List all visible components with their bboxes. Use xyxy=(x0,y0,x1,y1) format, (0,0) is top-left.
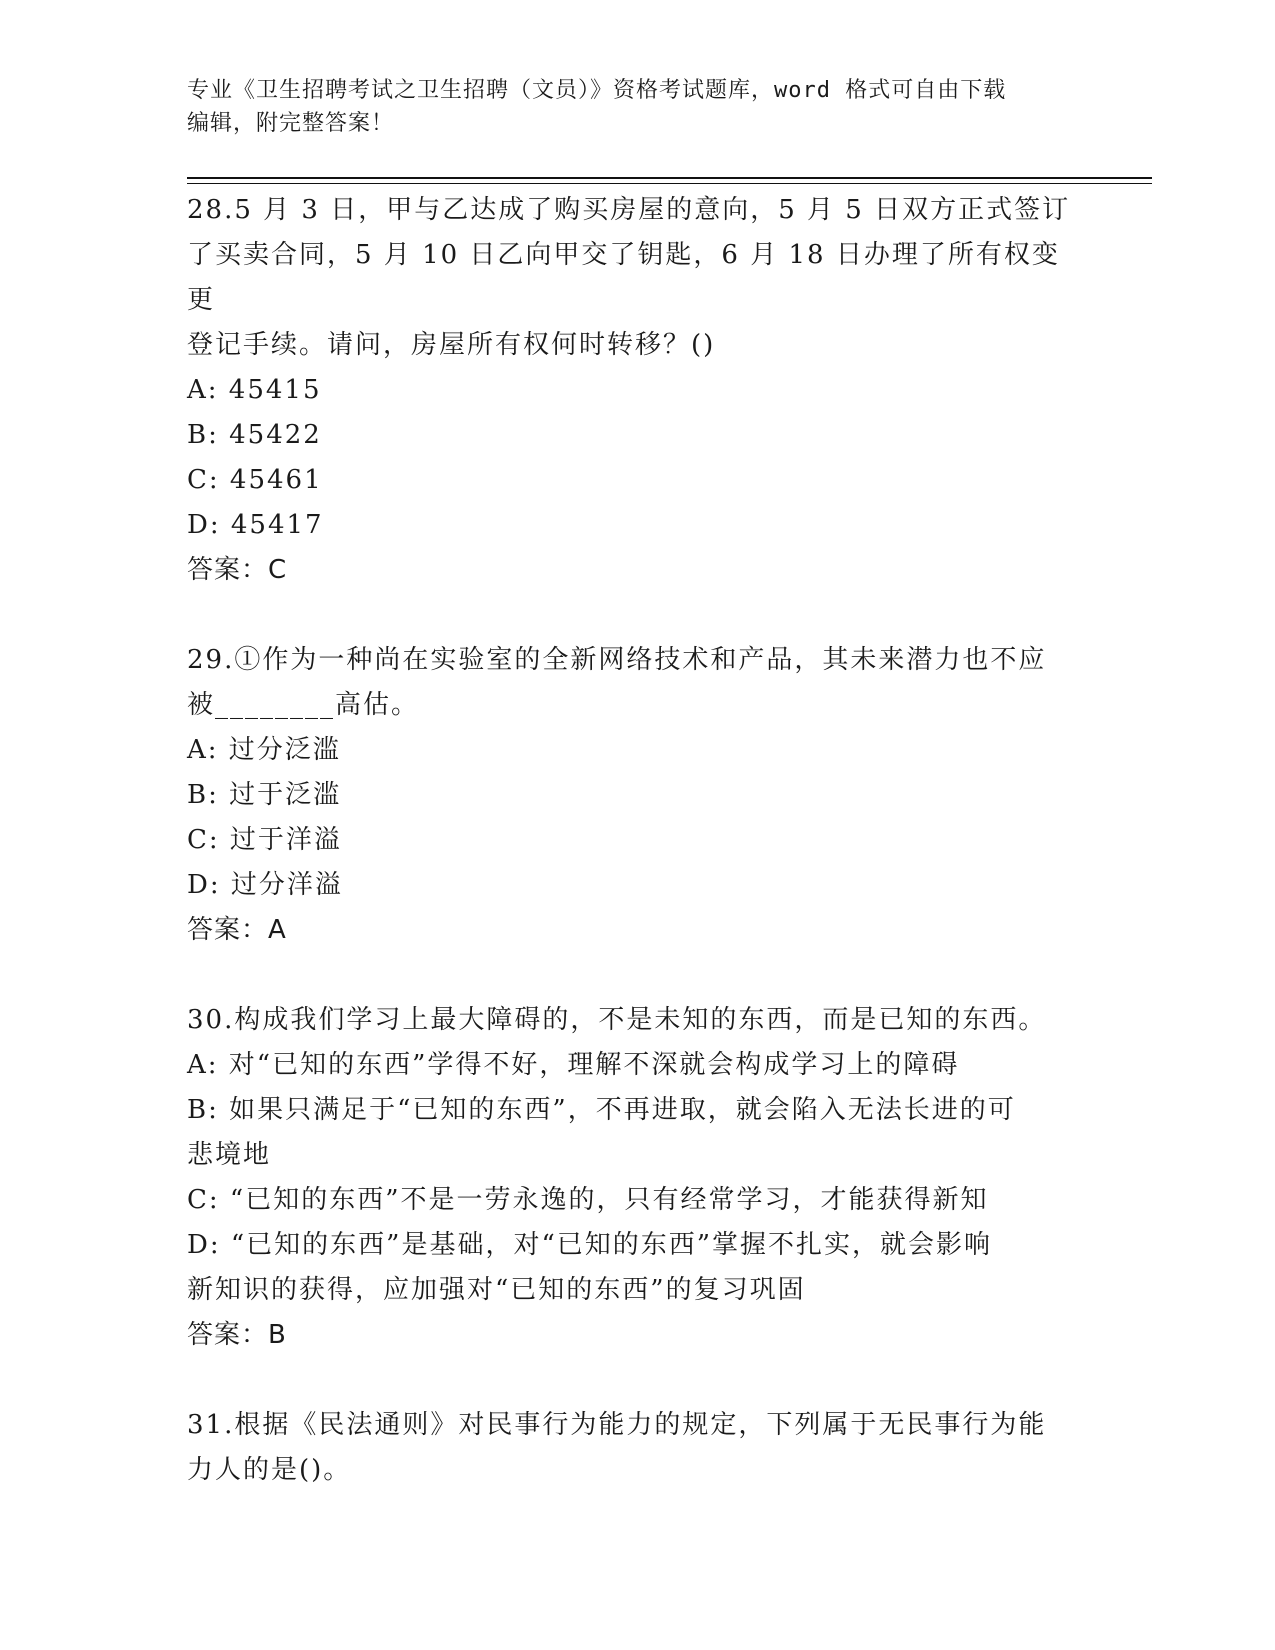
option-b: B: 过于泛滥 xyxy=(187,780,342,810)
question-stem-line: 被________高估。 xyxy=(187,690,420,720)
question-stem-line: 30.构成我们学习上最大障碍的，不是未知的东西，而是已知的东西。 xyxy=(187,1005,1047,1035)
question-stem-line: 29.①作为一种尚在实验室的全新网络技术和产品，其未来潜力也不应 xyxy=(187,645,1047,675)
option-d-continued: 新知识的获得，应加强对“已知的东西”的复习巩固 xyxy=(187,1275,806,1305)
question-stem-line: 登记手续。请问，房屋所有权何时转移？() xyxy=(187,330,716,360)
question-stem-line: 了买卖合同，5 月 10 日乙向甲交了钥匙，6 月 18 日办理了所有权变更 xyxy=(187,240,1060,315)
answer: 答案：A xyxy=(187,915,287,945)
question-stem-line: 28.5 月 3 日，甲与乙达成了购买房屋的意向，5 月 5 日双方正式签订 xyxy=(187,195,1071,225)
option-a: A: 45415 xyxy=(187,375,322,405)
header-line-1: 专业《卫生招聘考试之卫生招聘（文员）》资格考试题库，word 格式可自由下载 xyxy=(187,78,1007,103)
question-list xyxy=(187,188,1087,1538)
document-header xyxy=(187,74,1067,140)
header-rule-thick xyxy=(187,177,1152,179)
option-a: A: 对“已知的东西”学得不好，理解不深就会构成学习上的障碍 xyxy=(187,1050,960,1080)
option-b-continued: 悲境地 xyxy=(187,1140,272,1170)
question-stem-line: 力人的是()。 xyxy=(187,1455,352,1485)
option-c: C: 45461 xyxy=(187,465,323,495)
header-rule-thin xyxy=(187,183,1152,184)
option-d: D: “已知的东西”是基础，对“已知的东西”掌握不扎实，就会影响 xyxy=(187,1230,993,1260)
question-29 xyxy=(187,638,1087,953)
option-d: D: 45417 xyxy=(187,510,324,540)
question-28 xyxy=(187,188,1087,593)
option-c: C: 过于洋溢 xyxy=(187,825,342,855)
option-c: C: “已知的东西”不是一劳永逸的，只有经常学习，才能获得新知 xyxy=(187,1185,989,1215)
question-31 xyxy=(187,1403,1087,1493)
option-d: D: 过分洋溢 xyxy=(187,870,343,900)
question-30 xyxy=(187,998,1087,1358)
answer: 答案：B xyxy=(187,1320,287,1350)
header-line-2: 编辑，附完整答案！ xyxy=(187,111,395,136)
option-b: B: 如果只满足于“已知的东西”，不再进取，就会陷入无法长进的可 xyxy=(187,1095,1016,1125)
question-stem-line: 31.根据《民法通则》对民事行为能力的规定，下列属于无民事行为能 xyxy=(187,1410,1047,1440)
option-b: B: 45422 xyxy=(187,420,322,450)
option-a: A: 过分泛滥 xyxy=(187,735,341,765)
answer: 答案：C xyxy=(187,555,288,585)
